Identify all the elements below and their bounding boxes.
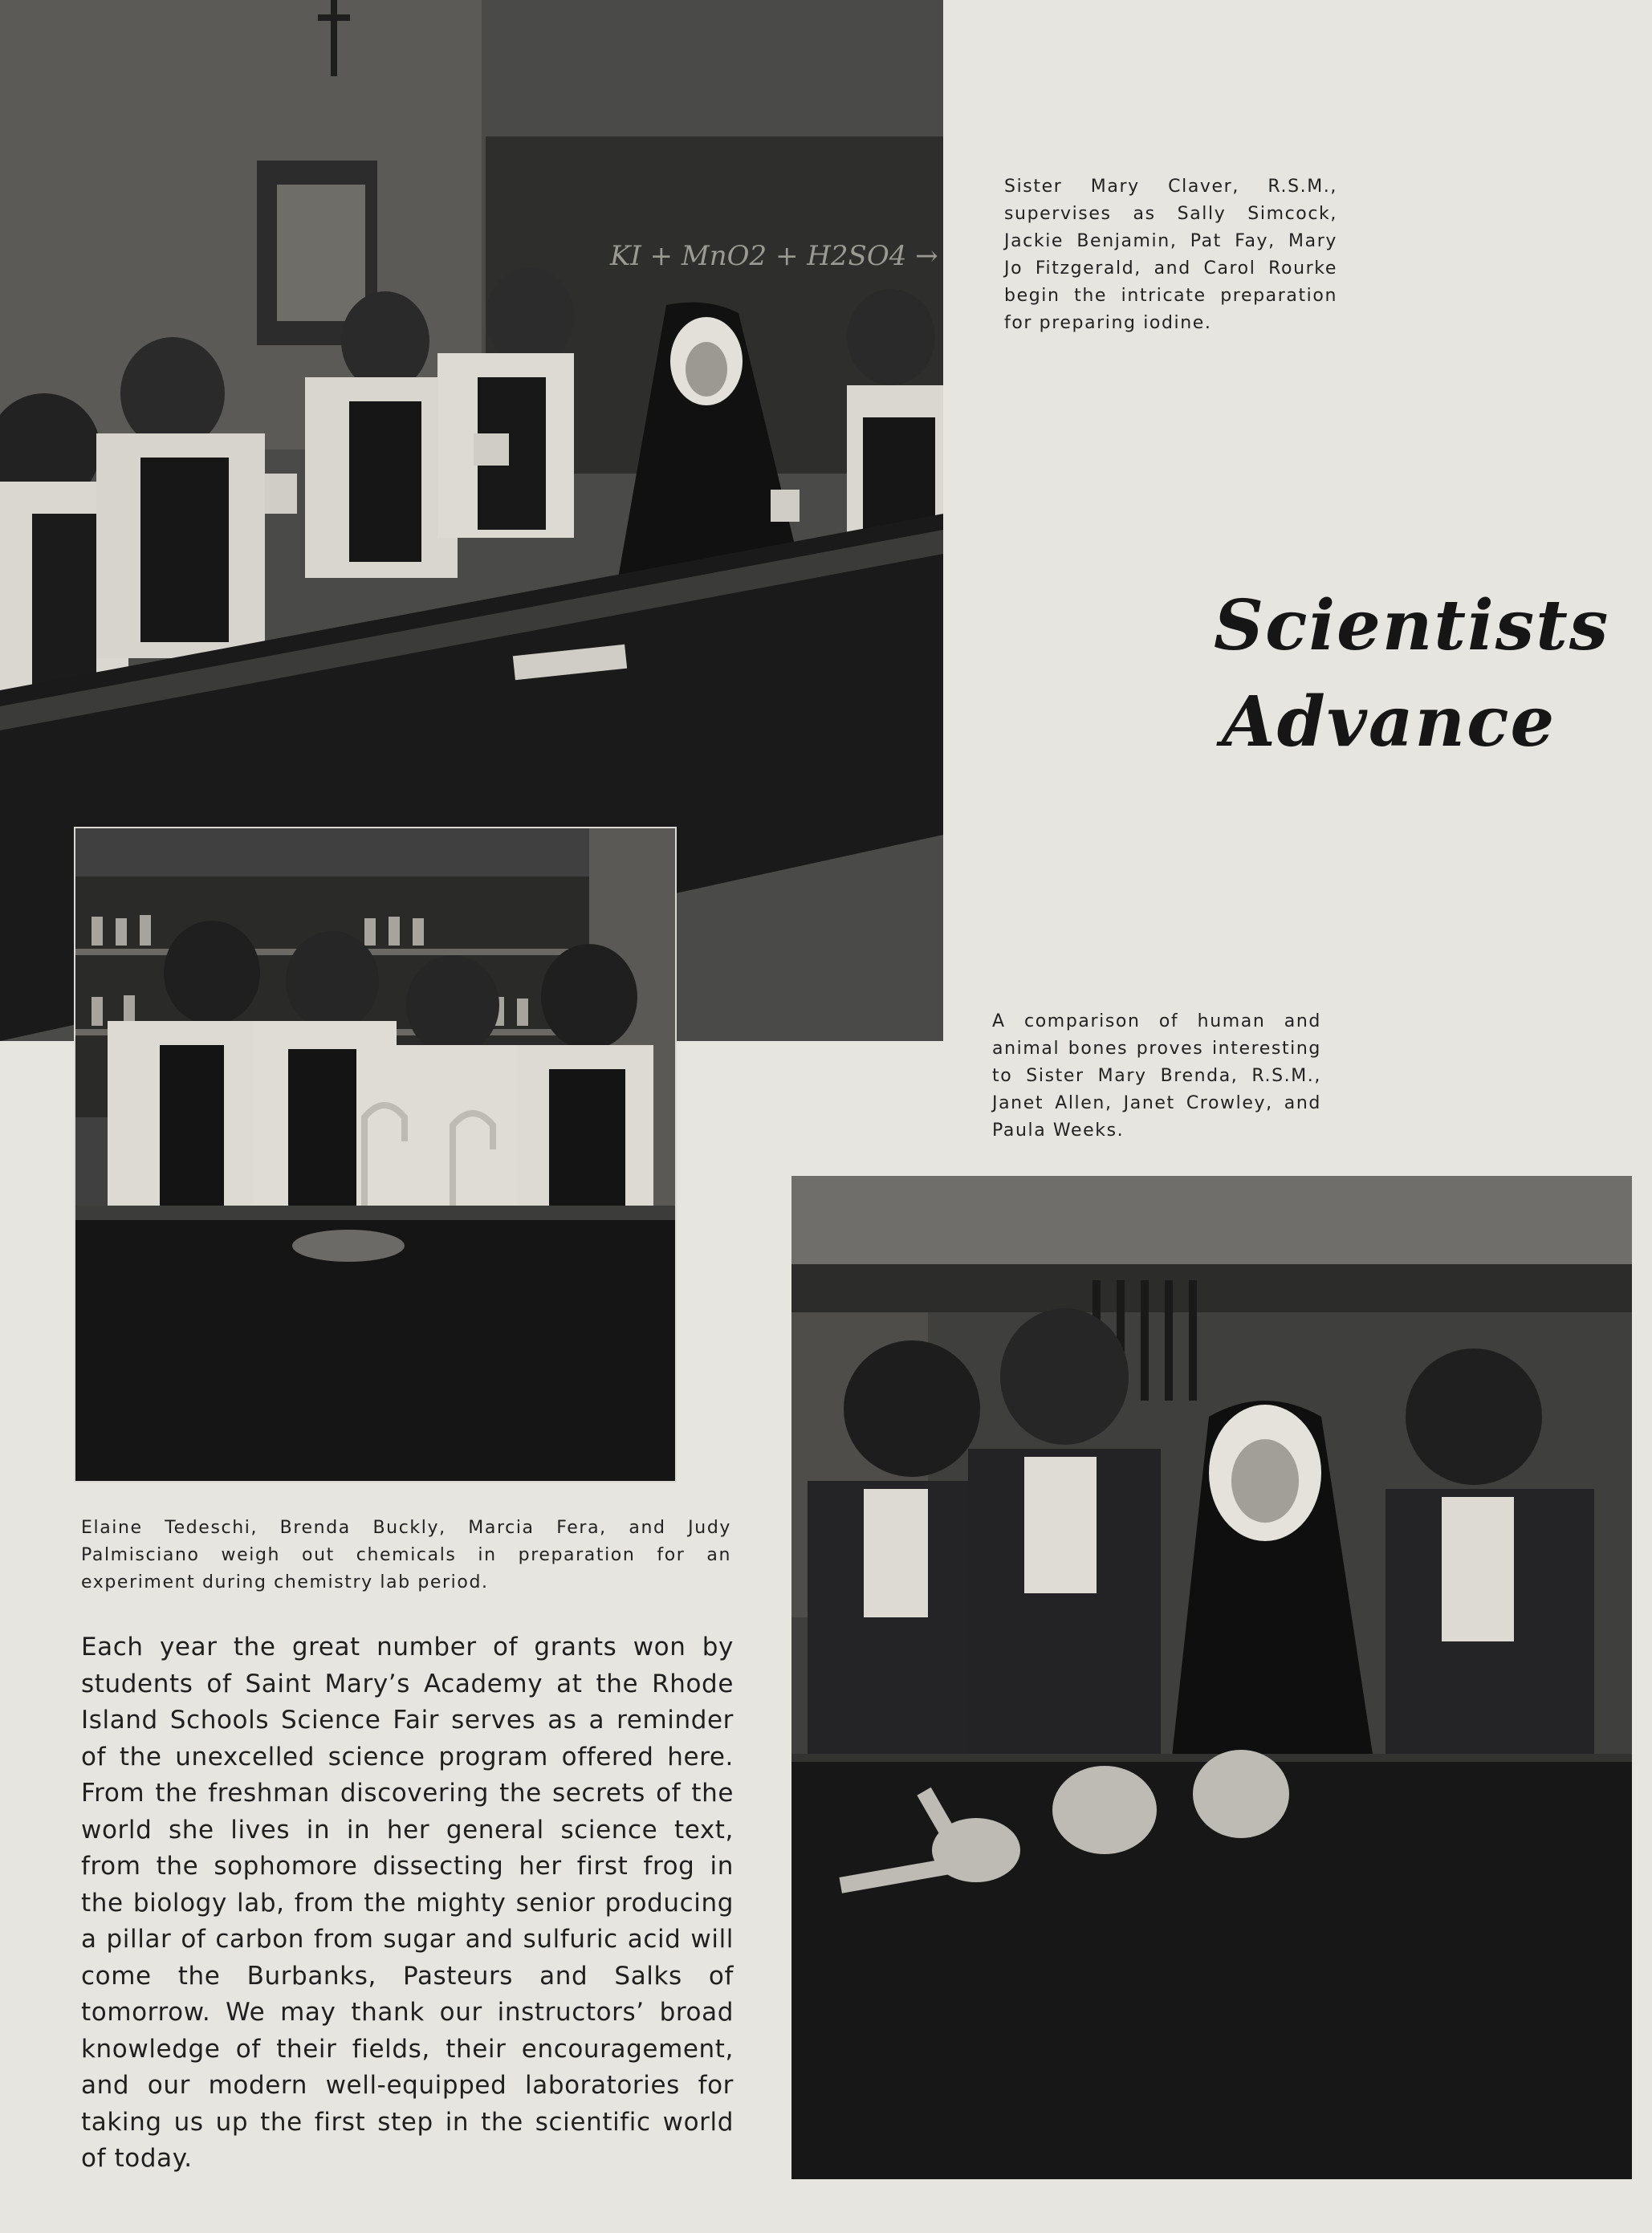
blackboard-formula: KI + MnO2 + H2SO4 → bbox=[610, 240, 938, 272]
page-title-line-1: Scientists bbox=[1214, 585, 1610, 666]
caption-bone-comparison: A comparison of human and animal bones proves interesting to Sister Mary Brenda, R.S.M., Janet Allen, Janet Crowley, and Paula Weeks. bbox=[992, 1011, 1321, 1141]
page-title bbox=[1214, 578, 1631, 771]
photo-weighing-chemicals bbox=[74, 827, 677, 1483]
page-title-line-2: Advance bbox=[1222, 681, 1556, 763]
caption-weighing-chemicals: Elaine Tedeschi, Brenda Buckly, Marcia Fera, and Judy Palmisciano weigh out chemicals in preparation for an experiment during chemistry lab period. bbox=[81, 1518, 731, 1592]
photo-bone-comparison bbox=[791, 1176, 1632, 2179]
caption-iodine-preparation: Sister Mary Claver, R.S.M., supervises as Sally Simcock, Jackie Benjamin, Pat Fay, Mary Jo Fitzgerald, and Carol Rourke begin the intricate preparation for preparing iodine. bbox=[1004, 177, 1337, 333]
article-body: Each year the great number of grants won by students of Saint Mary’s Academy at the Rhode Island Schools Science Fair serves as a reminder of the unexcelled science program offered here. From the freshman discovering the secrets of the world she lives in in her general science text, from the sophomore dissecting her first frog in the biology lab, from the mighty senior producing a pillar of carbon from sugar and sulfuric acid will come the Burbanks, Pasteurs and Salks of tomorrow. We may thank our instructors’ broad knowledge of their fields, their encouragement, and our modern well-equipped laboratories for taking us up the first step in the scientific world of today. bbox=[81, 1633, 734, 2173]
